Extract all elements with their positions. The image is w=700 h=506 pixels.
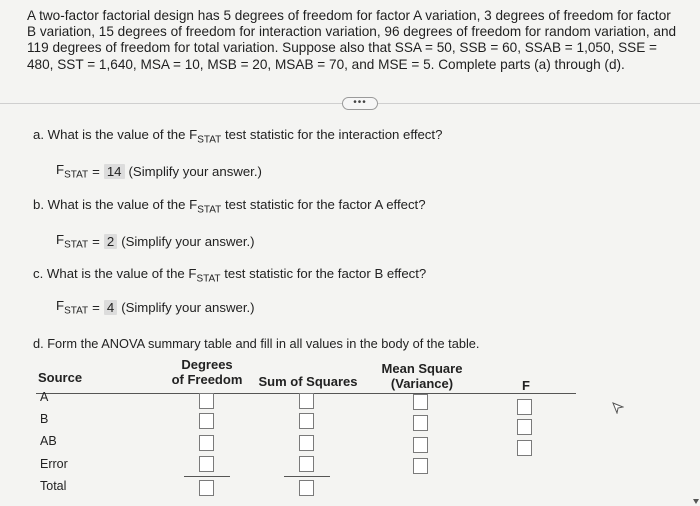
df-error-input[interactable] — [199, 456, 214, 472]
answer-row-c: $F_{STAT}$ = 4 (Simplify your answer.) — [56, 298, 255, 317]
f-stat-label: $F_{STAT}$ — [56, 298, 89, 317]
ss-ab-input[interactable] — [299, 435, 314, 451]
ss-total-input[interactable] — [299, 480, 314, 496]
f-a-input[interactable] — [517, 399, 532, 415]
row-label-a: A — [40, 390, 49, 404]
expand-more-button[interactable]: ••• — [342, 97, 378, 110]
f-stat-label: $F_{STAT}$ — [56, 232, 89, 251]
f-stat-label: $F_{STAT}$ — [56, 162, 89, 181]
hint-c: (Simplify your answer.) — [121, 299, 255, 315]
row-label-b: B — [40, 412, 49, 426]
header-f: F — [522, 378, 530, 393]
ss-error-input[interactable] — [299, 456, 314, 472]
ss-a-input[interactable] — [299, 393, 314, 409]
ss-total-rule — [284, 476, 330, 477]
row-label-error: Error — [40, 457, 68, 471]
ms-ab-input[interactable] — [413, 437, 428, 453]
ss-b-input[interactable] — [299, 413, 314, 429]
ms-a-input[interactable] — [413, 394, 428, 410]
mouse-pointer-icon — [612, 402, 624, 414]
df-ab-input[interactable] — [199, 435, 214, 451]
question-b: b. What is the value of the $F_{STAT}$ test statistic for the factor A effect? — [33, 197, 426, 216]
f-ab-input[interactable] — [517, 440, 532, 456]
header-ss: Sum of Squares — [258, 374, 358, 389]
row-label-total: Total — [40, 479, 67, 493]
ms-b-input[interactable] — [413, 415, 428, 431]
question-d: d. Form the ANOVA summary table and fill in all values in the body of the table. — [33, 336, 480, 351]
answer-c-input[interactable]: 4 — [104, 300, 117, 315]
question-c: c. What is the value of the $F_{STAT}$ test statistic for the factor B effect? — [33, 266, 427, 285]
problem-statement: A two-factor factorial design has 5 degrees of freedom for factor A variation, 3 degrees of freedom for factor B variation, 15 degrees of freedom for interaction variation, 96 degrees of freedom for random variation, and 119 degrees of freedom for total variation. Suppose also that SSA = 50, SSB = 60, SSAB = 1,050, SSE = 480, SST = 1,640, MSA = 10, MSB = 20, MSAB = 70, and MSE = 5. Complete parts (a) through (d). — [27, 8, 677, 72]
f-b-input[interactable] — [517, 419, 532, 435]
df-total-rule — [184, 476, 230, 477]
header-df: Degrees of Freedom — [171, 357, 243, 387]
answer-row-a: $F_{STAT}$ = 14 (Simplify your answer.) — [56, 162, 262, 181]
df-total-input[interactable] — [199, 480, 214, 496]
question-a: a. What is the value of the $F_{STAT}$ test statistic for the interaction effect? — [33, 127, 443, 146]
header-ms: Mean Square (Variance) — [381, 361, 463, 391]
answer-a-input[interactable]: 14 — [104, 164, 125, 179]
hint-a: (Simplify your answer.) — [128, 163, 262, 179]
header-source: Source — [38, 370, 83, 385]
answer-b-input[interactable]: 2 — [104, 234, 117, 249]
ms-error-input[interactable] — [413, 458, 428, 474]
answer-row-b: $F_{STAT}$ = 2 (Simplify your answer.) — [56, 232, 255, 251]
row-label-ab: AB — [40, 434, 57, 448]
df-a-input[interactable] — [199, 393, 214, 409]
df-b-input[interactable] — [199, 413, 214, 429]
hint-b: (Simplify your answer.) — [121, 233, 255, 249]
scroll-down-icon[interactable] — [692, 496, 700, 506]
